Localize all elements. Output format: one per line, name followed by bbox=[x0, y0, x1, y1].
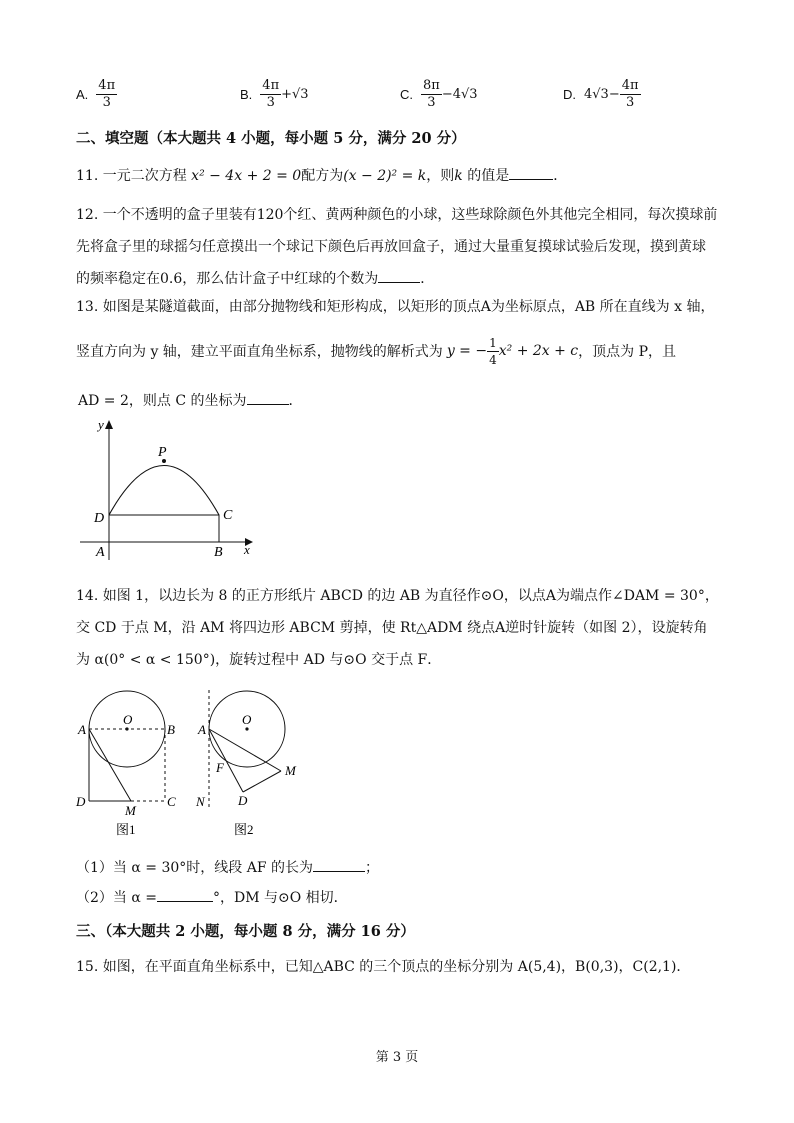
answer-blank[interactable] bbox=[509, 165, 553, 180]
section-heading-3: 三、（本大题共 2 小题，每小题 8 分，满分 16 分） bbox=[76, 923, 415, 940]
q11-text: 11. 一元二次方程 bbox=[76, 168, 192, 184]
q13-text: ，顶点为 P，且 bbox=[578, 344, 677, 360]
answer-blank[interactable] bbox=[313, 857, 365, 872]
option-label: D. bbox=[563, 86, 576, 102]
parabola-arc bbox=[109, 466, 219, 516]
section-heading-fill-in: 二、填空题（本大题共 4 小题，每小题 5 分，满分 20 分） bbox=[76, 130, 466, 147]
fraction bbox=[96, 78, 117, 111]
q13-text: AD = 2，则点 C 的坐标为 bbox=[78, 393, 247, 409]
q14-2-text: （2）当 α = bbox=[76, 890, 157, 906]
option-b bbox=[240, 72, 309, 116]
option-label: C. bbox=[400, 86, 413, 102]
figure-q14-fig1 bbox=[72, 688, 192, 840]
answer-blank[interactable] bbox=[378, 268, 420, 283]
q11-equation-completed: (x − 2)² = k bbox=[343, 168, 427, 184]
rectangle-abcd bbox=[109, 515, 219, 542]
label-c: C bbox=[167, 794, 176, 809]
label-c: C bbox=[223, 508, 233, 523]
label-n: N bbox=[196, 794, 205, 809]
q11-equation: x² − 4x + 2 = 0 bbox=[191, 168, 302, 184]
q11-text: 的值是 bbox=[462, 168, 510, 184]
question-14-part2 bbox=[76, 887, 348, 907]
option-d bbox=[563, 72, 641, 116]
label-d: D bbox=[238, 793, 248, 808]
fraction bbox=[260, 78, 281, 111]
option-expr-text: +√3 bbox=[281, 86, 309, 102]
y-axis-arrow bbox=[105, 420, 113, 429]
question-13-line3 bbox=[78, 390, 303, 410]
label-b: B bbox=[214, 545, 223, 560]
label-a: A bbox=[198, 722, 206, 737]
page-footer: 第 3 页 bbox=[375, 1050, 419, 1065]
segment-dm bbox=[243, 771, 281, 792]
fraction bbox=[487, 335, 499, 368]
fraction-numerator: 8π bbox=[423, 77, 440, 93]
fraction-denominator: 4 bbox=[489, 352, 497, 367]
center-point bbox=[125, 727, 128, 730]
q13-text: 竖直方向为 y 轴，建立平面直角坐标系，抛物线的解析式为 bbox=[76, 344, 443, 360]
fraction-denominator: 3 bbox=[266, 94, 275, 110]
option-expr-text: 4√3− bbox=[584, 86, 620, 102]
label-d: D bbox=[94, 511, 105, 526]
label-y: y bbox=[98, 417, 104, 432]
label-f: F bbox=[216, 760, 224, 775]
option-a bbox=[76, 72, 117, 116]
fraction-denominator: 3 bbox=[102, 94, 111, 110]
q12-line: 12. 一个不透明的盒子里装有120个红、黄两种颜色的小球，这些球除颜色外其他完全相同，每次摸球前 bbox=[76, 207, 718, 223]
q11-text: 配方为 bbox=[301, 168, 344, 184]
question-11 bbox=[76, 165, 567, 185]
label-o: O bbox=[123, 712, 133, 727]
label-m: M bbox=[285, 763, 296, 778]
option-label: A. bbox=[76, 86, 89, 102]
option-label: B. bbox=[240, 86, 253, 102]
answer-blank[interactable] bbox=[157, 887, 213, 902]
caption-fig1: 图1 bbox=[116, 822, 136, 837]
figure-q13-tunnel bbox=[70, 415, 260, 565]
label-x: x bbox=[244, 542, 250, 557]
center-point bbox=[245, 727, 248, 730]
fraction-numerator: 4π bbox=[621, 77, 639, 93]
q12-text: 的频率稳定在0.6，那么估计盒子中红球的个数为 bbox=[76, 271, 379, 287]
question-14-part1 bbox=[76, 857, 379, 877]
caption-fig2: 图2 bbox=[234, 822, 254, 837]
label-b: B bbox=[167, 722, 175, 737]
q14-2-text: °，DM 与⊙O 相切． bbox=[213, 890, 348, 906]
q11-end: ． bbox=[553, 168, 568, 184]
question-15: 15. 如图，在平面直角坐标系中，已知△ABC 的三个顶点的坐标分别为 A(5,4)，B(0,3)，C(2,1)． bbox=[76, 959, 691, 975]
q14-line: 为 α(0° < α < 150°)，旋转过程中 AD 与⊙O 交于点 F． bbox=[76, 652, 442, 668]
question-13-line1: 13. 如图是某隧道截面，由部分抛物线和矩形构成，以矩形的顶点A为坐标原点，AB 所在直线为 x 轴， bbox=[76, 299, 715, 315]
fraction bbox=[620, 78, 641, 111]
q11-text: ，则 bbox=[426, 168, 455, 184]
q11-variable: k bbox=[454, 168, 463, 184]
label-d: D bbox=[76, 794, 86, 809]
q13-end: ． bbox=[288, 393, 303, 409]
fraction-denominator: 3 bbox=[427, 94, 436, 110]
label-a: A bbox=[96, 545, 105, 560]
fraction-numerator: 1 bbox=[489, 335, 497, 350]
segment-am bbox=[89, 729, 131, 801]
question-12 bbox=[76, 203, 726, 291]
figure-q14-fig2 bbox=[192, 688, 342, 840]
answer-blank[interactable] bbox=[247, 390, 289, 405]
q14-1-text: （1）当 α = 30°时，线段 AF 的长为 bbox=[76, 860, 313, 876]
question-13-line2 bbox=[76, 331, 676, 371]
label-m: M bbox=[125, 803, 136, 818]
label-o: O bbox=[242, 712, 252, 727]
q13-formula: y = − bbox=[446, 343, 488, 359]
label-a: A bbox=[78, 722, 86, 737]
option-c bbox=[400, 72, 478, 116]
fraction-denominator: 3 bbox=[625, 94, 635, 110]
fraction-numerator: 4π bbox=[262, 77, 280, 93]
question-14 bbox=[76, 584, 726, 672]
q12-line bbox=[76, 267, 726, 291]
fraction-numerator: 4π bbox=[98, 77, 116, 93]
q14-1-end: ； bbox=[364, 860, 379, 876]
label-p: P bbox=[158, 445, 167, 460]
q14-line: 14. 如图 1，以边长为 8 的正方形纸片 ABCD 的边 AB 为直径作⊙O，以点A为端点作∠DAM = 30°， bbox=[76, 588, 719, 604]
fraction bbox=[421, 78, 442, 111]
q12-line: 先将盒子里的球摇匀任意摸出一个球记下颜色后再放回盒子，通过大量重复摸球试验后发现，摸到黄球 bbox=[76, 239, 706, 255]
q12-end: ． bbox=[420, 271, 435, 287]
q13-formula: x² + 2x + c bbox=[498, 343, 579, 359]
option-expr-text: −4√3 bbox=[441, 86, 478, 102]
q14-line: 交 CD 于点 M，沿 AM 将四边形 ABCM 剪掉，使 Rt△ADM 绕点A逆时针旋转（如图 2），设旋转角 bbox=[76, 620, 708, 636]
